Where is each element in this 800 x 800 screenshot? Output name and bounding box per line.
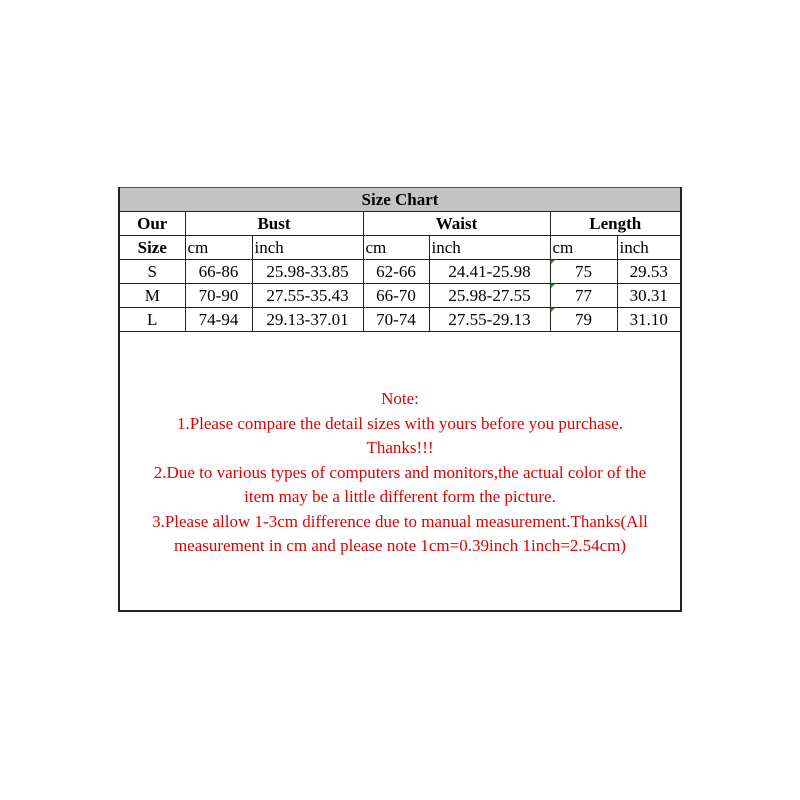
size-table [120, 212, 680, 332]
length-inch-cell: 31.10 [617, 308, 680, 332]
note-line: Thanks!!! [366, 438, 434, 457]
header-waist-cm: cm [363, 236, 429, 260]
bust-cm-cell: 70-90 [185, 284, 252, 308]
bust-inch-cell: 29.13-37.01 [252, 308, 363, 332]
waist-inch-cell: 27.55-29.13 [429, 308, 550, 332]
waist-inch-cell: 25.98-27.55 [429, 284, 550, 308]
header-bust: Bust [185, 212, 363, 236]
header-row-groups [120, 212, 680, 236]
length-cm-cell: 77 [550, 284, 617, 308]
notes-block [120, 387, 680, 559]
header-our: Our [120, 212, 185, 236]
table-row [120, 308, 680, 332]
waist-cm-cell: 70-74 [363, 308, 429, 332]
bust-inch-cell: 25.98-33.85 [252, 260, 363, 284]
length-cm-cell: 75 [550, 260, 617, 284]
size-chart [118, 187, 682, 612]
note-line: 1.Please compare the detail sizes with yours before you purchase. [176, 413, 624, 433]
chart-title: Size Chart [120, 187, 680, 212]
table-row [120, 284, 680, 308]
table-row [120, 260, 680, 284]
bust-cm-cell: 66-86 [185, 260, 252, 284]
header-bust-cm: cm [185, 236, 252, 260]
waist-inch-cell: 24.41-25.98 [429, 260, 550, 284]
header-bust-inch: inch [252, 236, 363, 260]
waist-cm-cell: 66-70 [363, 284, 429, 308]
note-line: item may be a little different form the picture. [244, 487, 556, 506]
bust-cm-cell: 74-94 [185, 308, 252, 332]
waist-cm-cell: 62-66 [363, 260, 429, 284]
note-heading: Note: [381, 389, 419, 408]
header-waist: Waist [363, 212, 550, 236]
header-length: Length [550, 212, 680, 236]
header-size: Size [120, 236, 185, 260]
note-line: 2.Due to various types of computers and monitors,the actual color of the [153, 462, 647, 482]
header-length-inch: inch [617, 236, 680, 260]
header-length-cm: cm [550, 236, 617, 260]
header-row-units [120, 236, 680, 260]
note-line: 3.Please allow 1-3cm difference due to manual measurement.Thanks(All [152, 511, 648, 531]
size-cell: L [120, 308, 185, 332]
size-cell: S [120, 260, 185, 284]
length-inch-cell: 29.53 [617, 260, 680, 284]
length-cm-cell: 79 [550, 308, 617, 332]
header-waist-inch: inch [429, 236, 550, 260]
bust-inch-cell: 27.55-35.43 [252, 284, 363, 308]
note-line: measurement in cm and please note 1cm=0.39inch 1inch=2.54cm) [173, 536, 627, 555]
size-cell: M [120, 284, 185, 308]
length-inch-cell: 30.31 [617, 284, 680, 308]
